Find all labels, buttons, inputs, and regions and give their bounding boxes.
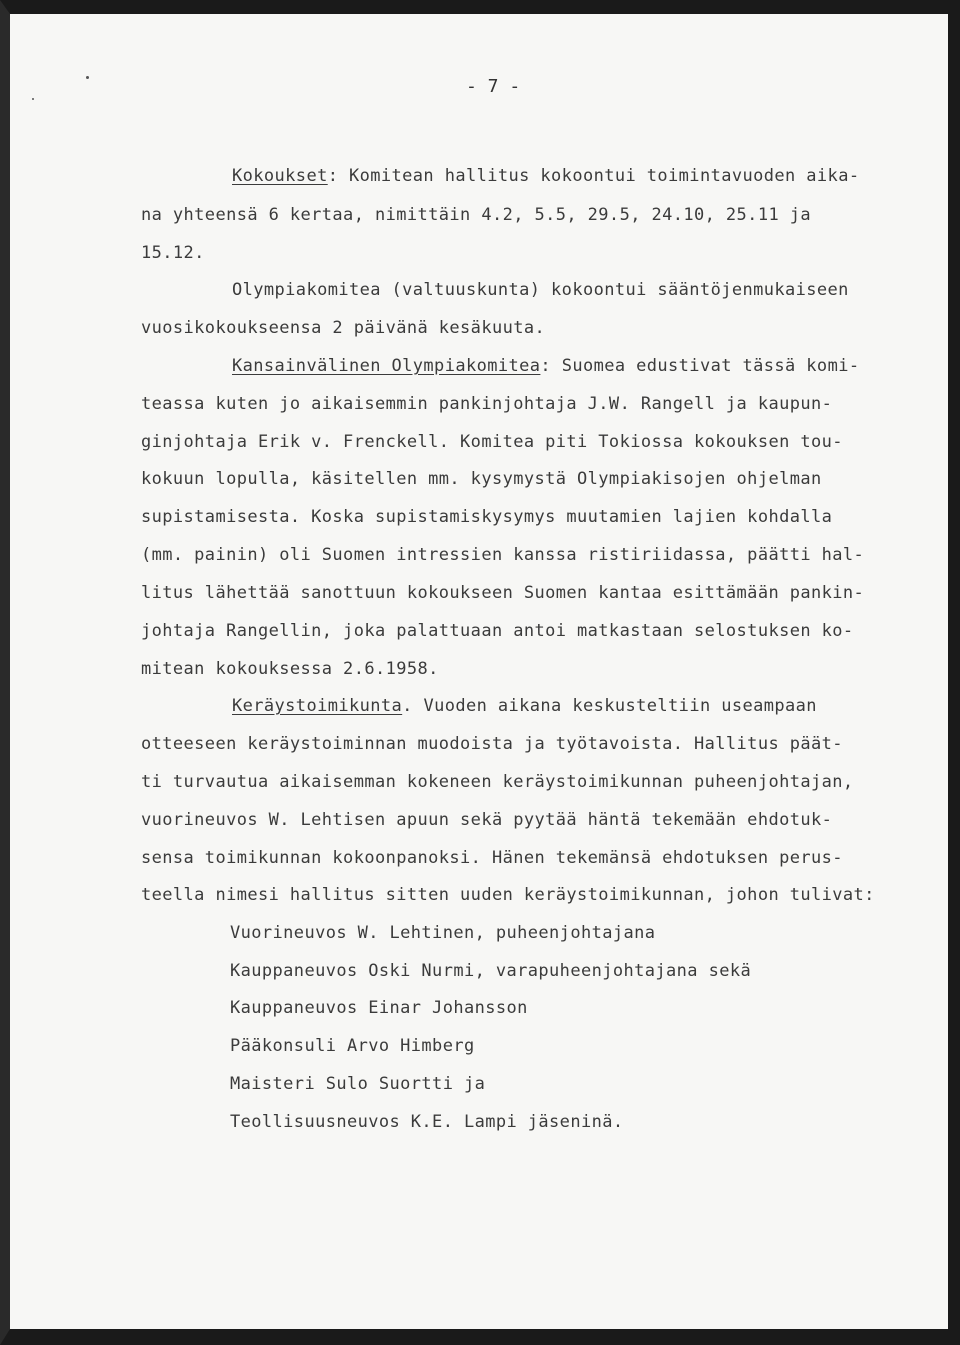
kansainvalinen-line-2: teassa kuten jo aikaisemmin pankinjohtaja J.W. Rangell ja kaupun- (141, 394, 833, 414)
kokoukset-line-4: Olympiakomitea (valtuuskunta) kokoontui sääntöjenmukaiseen (232, 280, 849, 300)
member-item: Pääkonsuli Arvo Himberg (230, 1036, 475, 1056)
member-item: Kauppaneuvos Oski Nurmi, varapuheenjohtajana sekä (230, 961, 752, 981)
member-item: Teollisuusneuvos K.E. Lampi jäseninä. (230, 1112, 624, 1132)
keraystoimikunta-line-1-text: . Vuoden aikana keskusteltiin useampaan (402, 696, 817, 716)
kokoukset-line-5: vuosikokoukseensa 2 päivänä kesäkuuta. (141, 318, 546, 338)
keraystoimikunta-line-6: teella nimesi hallitus sitten uuden keräystoimikunnan, johon tulivat: (141, 885, 875, 905)
kansainvalinen-line-6: (mm. painin) oli Suomen intressien kanssa ristiriidassa, päätti hal- (141, 545, 865, 565)
kokoukset-line-2: na yhteensä 6 kertaa, nimittäin 4.2, 5.5, 29.5, 24.10, 25.11 ja (141, 205, 811, 225)
kokoukset-line-1 (232, 166, 859, 186)
kansainvalinen-line-5: supistamisesta. Koska supistamiskysymys muutamien lajien kohdalla (141, 507, 833, 527)
member-item: Maisteri Sulo Suortti ja (230, 1074, 486, 1094)
kokoukset-line-3: 15.12. (141, 243, 205, 263)
kansainvalinen-line-8: johtaja Rangellin, joka palattuaan antoi matkastaan selostuksen ko- (141, 621, 854, 641)
keraystoimikunta-line-4: vuorineuvos W. Lehtisen apuun sekä pyytää häntä tekemään ehdotuk- (141, 810, 833, 830)
keraystoimikunta-line-2: otteeseen keräystoiminnan muodoista ja työtavoista. Hallitus päät- (141, 734, 843, 754)
kansainvalinen-line-4: kokuun lopulla, käsitellen mm. kysymystä Olympiakisojen ohjelman (141, 469, 822, 489)
keraystoimikunta-line-1 (232, 696, 817, 716)
scan-speck (32, 98, 34, 100)
kansainvalinen-line-9: mitean kokouksessa 2.6.1958. (141, 659, 439, 679)
kansainvalinen-line-7: litus lähettää sanottuun kokoukseen Suomen kantaa esittämään pankin- (141, 583, 865, 603)
document-page (10, 14, 948, 1329)
keraystoimikunta-line-3: ti turvautua aikaisemman kokeneen keräystoimikunnan puheenjohtajan, (141, 772, 854, 792)
kansainvalinen-heading: Kansainvälinen Olympiakomitea (232, 356, 541, 376)
keraystoimikunta-heading: Keräystoimikunta (232, 696, 403, 716)
scan-speck (86, 76, 89, 79)
keraystoimikunta-line-5: sensa toimikunnan kokoonpanoksi. Hänen tekemänsä ehdotuksen perus- (141, 848, 843, 868)
page-number: - 7 - (466, 76, 521, 97)
kansainvalinen-line-3: ginjohtaja Erik v. Frenckell. Komitea piti Tokiossa kokouksen tou- (141, 432, 843, 452)
kokoukset-line-1-text: : Komitean hallitus kokoontui toimintavuoden aika- (327, 166, 860, 186)
kansainvalinen-line-1-text: : Suomea edustivat tässä komi- (540, 356, 860, 376)
kansainvalinen-line-1 (232, 356, 859, 376)
kokoukset-heading: Kokoukset (232, 166, 328, 186)
member-item: Kauppaneuvos Einar Johansson (230, 998, 528, 1018)
member-item: Vuorineuvos W. Lehtinen, puheenjohtajana (230, 923, 656, 943)
